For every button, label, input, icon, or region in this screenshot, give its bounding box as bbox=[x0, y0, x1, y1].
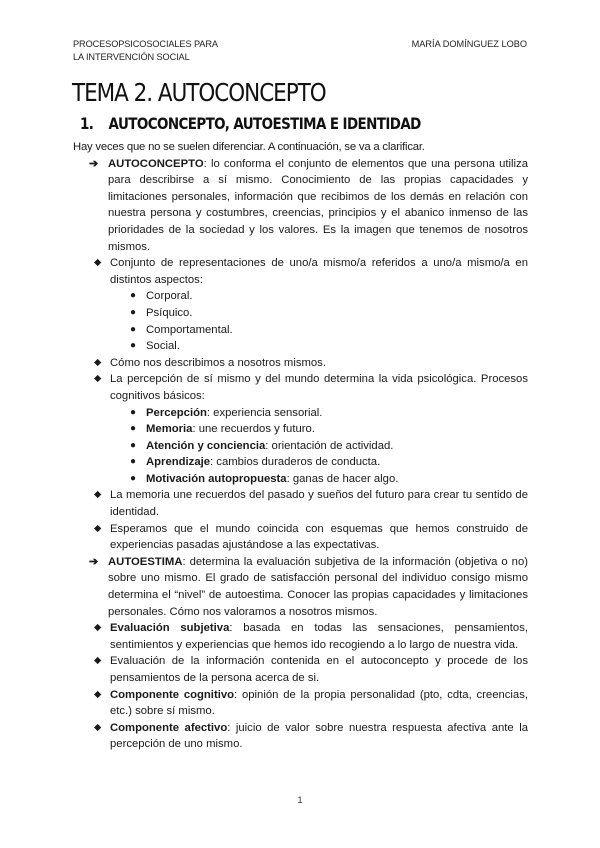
intro-paragraph: Hay veces que no se suelen diferenciar. A continuación, se va a clarificar. bbox=[73, 141, 425, 153]
subitem-term: Atención y conciencia bbox=[146, 439, 266, 452]
section-number: 1. bbox=[80, 114, 94, 133]
list-subitem bbox=[73, 338, 528, 355]
diamond-bullet-icon: ◆ bbox=[94, 373, 102, 385]
list-item-text: Conjunto de representaciones de uno/a mismo/a referidos a uno/a mismo/a en distintos aspectos: bbox=[110, 257, 528, 286]
list-subitem bbox=[73, 288, 528, 305]
header-course bbox=[73, 38, 218, 64]
list-subitem-text: Social. bbox=[146, 340, 180, 353]
list-item bbox=[73, 255, 528, 288]
definition-text: : lo conforma el conjunto de elementos que una persona utiliza para describirse a sí mismo. Conocimiento de las propias capacidades y limitaciones personales, información que recibimos de los demás en relación con nuestra persona y costumbres, creencias, principios y el abanico inmenso de las prioridades de la sociedad y los valores. Es la imagen que tenemos de nosotros mismos. bbox=[108, 157, 528, 253]
list-item bbox=[73, 720, 528, 753]
section-label: AUTOCONCEPTO, AUTOESTIMA E IDENTIDAD bbox=[108, 114, 421, 133]
list-item-text: : basada en todas las sensaciones, pensamientos, sentimientos y experiencias que hemos ido recogiendo a lo largo de nuestra vida. bbox=[110, 622, 528, 651]
list-item bbox=[73, 487, 528, 520]
subitem-term: Percepción bbox=[146, 406, 207, 419]
list-subitem-text: : ganas de hacer algo. bbox=[286, 472, 399, 485]
list-item-text: Esperamos que el mundo coincida con esquemas que hemos construido de experiencias pasadas ajustándose a las expectativas. bbox=[110, 522, 528, 552]
list-item-text: Evaluación de la información contenida en el autoconcepto y procede de los pensamientos de la persona acerca de si. bbox=[110, 655, 528, 684]
list-item-term: Componente cognitivo bbox=[110, 688, 235, 701]
list-item-text: Cómo nos describimos a nosotros mismos. bbox=[110, 356, 326, 369]
diamond-bullet-icon: ◆ bbox=[94, 489, 102, 501]
list-item-term: Componente afectivo bbox=[110, 721, 228, 734]
dot-bullet-icon: ● bbox=[130, 423, 137, 435]
definition-autoestima bbox=[73, 554, 528, 620]
list-subitem-text: Comportamental. bbox=[146, 323, 233, 336]
list-subitem-text: : cambios duraderos de conducta. bbox=[210, 456, 381, 469]
list-subitem-text: Psíquico. bbox=[146, 306, 193, 319]
definition-text: : determina la evaluación subjetiva de la información (objetiva o no) sobre uno mismo. El grado de satisfacción personal del individuo consigo mismo determina el “nivel” de autoestima. Conocer las propias capacidades y limitaciones personales. Cómo nos valoramos a nosotros mismos. bbox=[108, 555, 528, 618]
list-subitem bbox=[73, 421, 528, 438]
document-body bbox=[73, 139, 528, 753]
list-item bbox=[73, 371, 528, 404]
list-item bbox=[73, 620, 528, 653]
list-item bbox=[73, 355, 528, 372]
diamond-bullet-icon: ◆ bbox=[94, 688, 102, 700]
dot-bullet-icon: ● bbox=[130, 340, 137, 352]
diamond-bullet-icon: ◆ bbox=[94, 655, 102, 667]
list-subitem bbox=[73, 438, 528, 455]
header-author: MARÍA DOMÍNGUEZ LOBO bbox=[411, 39, 527, 49]
list-subitem bbox=[73, 405, 528, 422]
arrow-icon: ➔ bbox=[89, 555, 99, 568]
list-subitem bbox=[73, 305, 528, 322]
dot-bullet-icon: ● bbox=[130, 472, 137, 484]
diamond-bullet-icon: ◆ bbox=[94, 622, 102, 634]
diamond-bullet-icon: ◆ bbox=[94, 356, 102, 368]
dot-bullet-icon: ● bbox=[130, 290, 137, 302]
list-item-text: : juicio de valor sobre nuestra respuesta afectiva ante la percepción de uno mismo. bbox=[110, 721, 528, 751]
dot-bullet-icon: ● bbox=[130, 456, 137, 468]
list-item-term: Evaluación subjetiva bbox=[110, 622, 230, 635]
page-title: TEMA 2. AUTOCONCEPTO bbox=[72, 78, 326, 107]
list-item bbox=[73, 521, 528, 554]
list-subitem bbox=[73, 454, 528, 471]
list-subitem bbox=[73, 471, 528, 488]
list-subitem-text: : experiencia sensorial. bbox=[206, 406, 323, 419]
subitem-term: Memoria bbox=[146, 423, 193, 436]
arrow-icon: ➔ bbox=[89, 157, 99, 170]
list-subitem-text: : une recuerdos y futuro. bbox=[192, 423, 315, 436]
dot-bullet-icon: ● bbox=[130, 323, 137, 335]
diamond-bullet-icon: ◆ bbox=[94, 522, 102, 534]
list-item-text: La memoria une recuerdos del pasado y sueños del futuro para crear tu sentido de identidad. bbox=[110, 489, 528, 519]
list-subitem bbox=[73, 322, 528, 339]
list-item bbox=[73, 687, 528, 720]
diamond-bullet-icon: ◆ bbox=[94, 257, 102, 269]
list-subitem-text: Corporal. bbox=[146, 290, 193, 303]
subitem-term: Aprendizaje bbox=[146, 456, 211, 469]
dot-bullet-icon: ● bbox=[130, 439, 137, 451]
subitem-term: Motivación autopropuesta bbox=[146, 472, 287, 485]
dot-bullet-icon: ● bbox=[130, 306, 137, 318]
section-heading bbox=[80, 114, 421, 134]
term-autoestima: AUTOESTIMA bbox=[108, 555, 183, 568]
header-course-line1: PROCESOPSICOSOCIALES PARA bbox=[73, 39, 218, 49]
list-item-text: La percepción de sí mismo y del mundo determina la vida psicológica. Procesos cognitivos básicos: bbox=[110, 373, 528, 402]
list-subitem-text: : orientación de actividad. bbox=[265, 439, 394, 452]
list-item bbox=[73, 653, 528, 686]
definition-autoconcepto bbox=[73, 156, 528, 256]
page-number: 1 bbox=[297, 795, 303, 806]
list-item-text: : opinión de la propia personalidad (pto, cdta, creencias, etc.) sobre sí mismo. bbox=[110, 688, 529, 718]
term-autoconcepto: AUTOCONCEPTO bbox=[108, 157, 204, 170]
diamond-bullet-icon: ◆ bbox=[94, 721, 102, 733]
header-course-line2: LA INTERVENCIÓN SOCIAL bbox=[73, 52, 190, 62]
dot-bullet-icon: ● bbox=[130, 406, 137, 418]
